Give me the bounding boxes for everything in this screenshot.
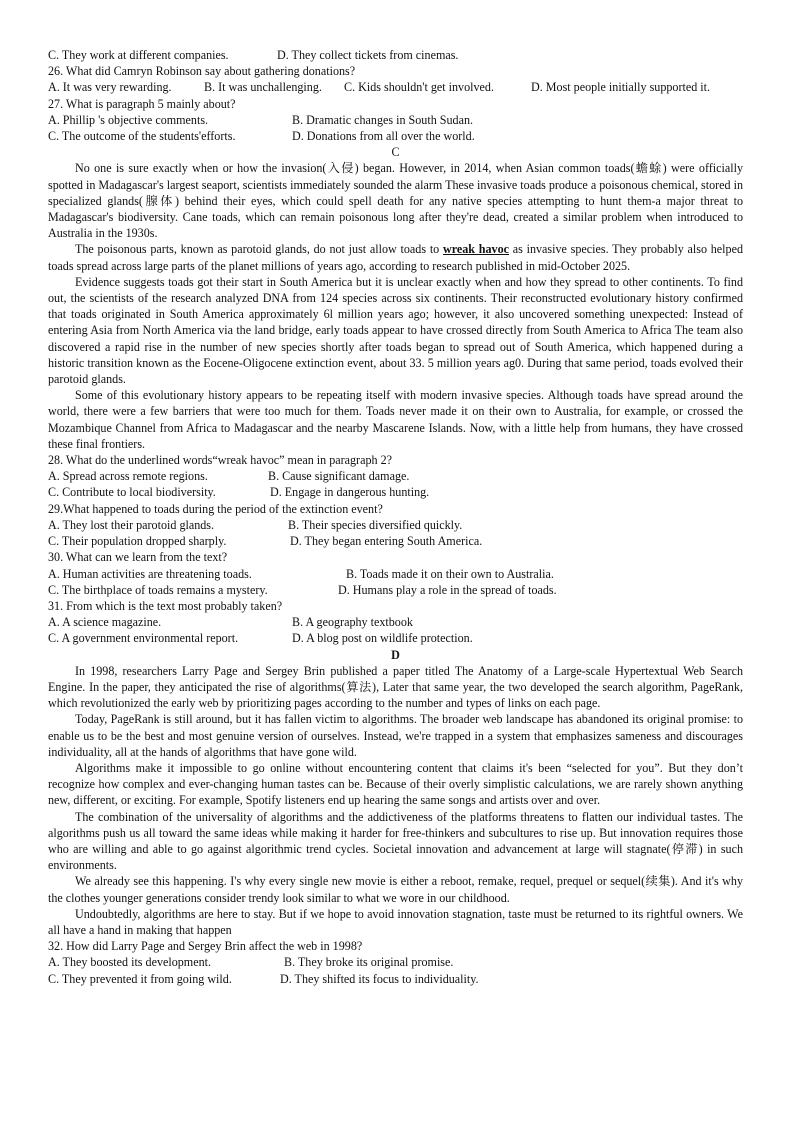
option-b: B. Dramatic changes in South Sudan. bbox=[292, 112, 474, 127]
option-a: A. It was very rewarding. bbox=[48, 80, 172, 95]
passage-d-paragraph-5: We already see this happening. I's why every single new movie is either a reboot, remake, requel, prequel or sequel(续集). And it's why the clothes younger generations consider trendy look similar to what we wore in our childhood. bbox=[48, 874, 743, 905]
option-a: A. A science magazine. bbox=[48, 615, 162, 630]
q29-options-row-2 bbox=[48, 533, 743, 549]
question-28-stem: 28. What do the underlined words“wreak havoc” mean in paragraph 2? bbox=[48, 453, 392, 468]
question-30-stem: 30. What can we learn from the text? bbox=[48, 550, 228, 565]
passage-d-paragraph-3: Algorithms make it impossible to go online without encountering content that claims it's been “selected for you”. But they don’t recognize how complex and ever-changing human tastes can be. Because of their overly simplistic calculations, we are rarely shown anything new, different, or exciting. For example, Spotify listeners end up hearing the same songs and artists over and over. bbox=[48, 760, 743, 808]
option-b: B. They broke its original promise. bbox=[284, 955, 454, 970]
option-a: A. Phillip 's objective comments. bbox=[48, 112, 209, 127]
q31-options-row-2 bbox=[48, 630, 743, 646]
option-a: A. They lost their parotoid glands. bbox=[48, 517, 215, 532]
option-d: D. They began entering South America. bbox=[290, 534, 483, 549]
option-b: B. Toads made it on their own to Australia. bbox=[346, 566, 554, 581]
option-d: D. A blog post on wildlife protection. bbox=[292, 631, 473, 646]
option-d: D. Engage in dangerous hunting. bbox=[270, 485, 430, 500]
q30-options-row-2 bbox=[48, 582, 743, 598]
passage-c-paragraph-4: Some of this evolutionary history appears to be repeating itself with modern invasive species. Although toads have spread around the world, there were a few barriers that were too much for them. Toads never made it on their own to Australia, for example, or crossed the Mozambique Channel from Africa to Madagascar and the nearby Mascarene Islands. Now, with a little help from humans, they have crossed these final frontiers. bbox=[48, 388, 743, 451]
passage-d-paragraph-2: Today, PageRank is still around, but it has fallen victim to algorithms. The broader web landscape has abandoned its original promise: to enable us to be the best and most genuine version of ourselves. Instead, we're trapped in a system that emphasizes sameness and discourages individuality, all at the hands of algorithms that have gone wild. bbox=[48, 712, 743, 759]
option-c: C. Contribute to local biodiversity. bbox=[48, 485, 216, 500]
q29-options-row-1 bbox=[48, 517, 743, 533]
option-c: C. They work at different companies. bbox=[48, 48, 229, 62]
paragraph-text: The poisonous parts, known as parotoid glands, do not just allow toads to bbox=[75, 242, 443, 257]
passage-d-paragraph-4: The combination of the universality of algorithms and the addictiveness of the platforms threatens to flatten our individual tastes. The algorithms push us all toward the same ideas while making it harder for free-thinkers and subcultures to rise up. But innovation requires those who are willing and able to go against algorithmic trend cycles. Societal innovation and advancement at large will stagnate(停滞) in such environments. bbox=[48, 809, 743, 873]
option-c: C. The birthplace of toads remains a mystery. bbox=[48, 582, 268, 597]
section-c-heading: C bbox=[391, 145, 400, 160]
paragraph-text: as invasive species. They probably also helped toads spread across large parts of the planet millions of years ago, according to research published in mid-October 2025. bbox=[48, 242, 743, 273]
option-d: D. Most people initially supported it. bbox=[531, 80, 711, 95]
question-32-stem: 32. How did Larry Page and Sergey Brin affect the web in 1998? bbox=[48, 939, 363, 954]
option-d: D. They collect tickets from cinemas. bbox=[277, 48, 459, 62]
q28-options-row-2 bbox=[48, 484, 743, 500]
underlined-phrase: wreak havoc bbox=[442, 242, 510, 257]
option-b: B. Cause significant damage. bbox=[268, 469, 410, 484]
question-27-stem: 27. What is paragraph 5 mainly about? bbox=[48, 96, 236, 111]
option-a: A. Spread across remote regions. bbox=[48, 469, 208, 484]
exam-page bbox=[48, 47, 743, 987]
option-a: A. They boosted its development. bbox=[48, 955, 212, 970]
option-b: B. Their species diversified quickly. bbox=[288, 517, 463, 532]
passage-c-paragraph-3: Evidence suggests toads got their start in South America but it is unclear exactly when and how they spread to other continents. To find out, the scientists of the research analyzed DNA from 124 species across six continents. Their reconstructed evolutionary history confirmed that toads originated in South America approximately 6l million years ago; however, it also uncovered something unexpected: Instead of entering Asia from North America via the land bridge, early toads appear to have crossed directly from South America to Africa The team also discovered a rapid rise in the number of new species shortly after toads began to spread out of South America, which happened during a historic transition known as the Eocene-Oligocene extinction event, about 33. 5 million years ag0. During that same period, toads evolved their parotoid glands. bbox=[48, 274, 743, 387]
q32-options-row-2 bbox=[48, 971, 743, 987]
question-26-stem: 26. What did Camryn Robinson say about gathering donations? bbox=[48, 64, 356, 79]
question-29-stem: 29.What happened to toads during the period of the extinction event? bbox=[48, 501, 383, 516]
passage-d-paragraph-1: In 1998, researchers Larry Page and Sergey Brin published a paper titled The Anatomy of a Large-scale Hypertextual Web Search Engine. In the paper, they anticipated the rise of algorithms(算法), Later that same year, the two developed the search algorithm, PageRank, which revolutionized the early web by prioritizing pages according to the number and types of links on each page. bbox=[48, 663, 743, 711]
option-c: C. A government environmental report. bbox=[48, 631, 239, 646]
option-c: C. They prevented it from going wild. bbox=[48, 971, 232, 986]
q31-options-row-1 bbox=[48, 614, 743, 630]
option-b: B. A geography textbook bbox=[292, 615, 413, 630]
q26-options-row bbox=[48, 79, 743, 95]
option-d: D. They shifted its focus to individuality. bbox=[280, 971, 479, 986]
question-31-stem: 31. From which is the text most probably taken? bbox=[48, 598, 283, 613]
q27-options-row-2 bbox=[48, 128, 743, 144]
q27-options-row-1 bbox=[48, 112, 743, 128]
passage-c-paragraph-1: No one is sure exactly when or how the invasion(入侵) began. However, in 2014, when Asian common toads(蟾蜍) were officially spotted in Madagascar's largest seaport, scientists immediately sounded the alarm These invasive toads produce a poisonous chemical, stored in specialized glands(腺体) behind their eyes, which could spell death for any native species attempting to hunt them-a major threat to Madagascar's biodiversity. Cane toads, which can remain poisonous long after they're dead, created a similar problem when introduced to Australia in the 1930s. bbox=[48, 161, 743, 241]
option-c: C. Kids shouldn't get involved. bbox=[344, 80, 494, 95]
option-d: D. Donations from all over the world. bbox=[292, 129, 475, 144]
passage-d-paragraph-6: Undoubtedly, algorithms are here to stay. But if we hope to avoid innovation stagnation, taste must be returned to its rightful owners. We all have a hand in making that happen bbox=[48, 906, 743, 937]
passage-c-paragraph-2 bbox=[48, 241, 743, 273]
q32-options-row-1 bbox=[48, 954, 743, 970]
option-c: C. The outcome of the students'efforts. bbox=[48, 129, 236, 144]
q25-options-row bbox=[48, 47, 743, 63]
q28-options-row-1 bbox=[48, 468, 743, 484]
option-a: A. Human activities are threatening toads. bbox=[48, 566, 252, 581]
option-c: C. Their population dropped sharply. bbox=[48, 534, 227, 549]
section-d-heading: D bbox=[391, 647, 400, 662]
q30-options-row-1 bbox=[48, 566, 743, 582]
option-d: D. Humans play a role in the spread of toads. bbox=[338, 582, 557, 597]
option-b: B. It was unchallenging. bbox=[204, 80, 322, 95]
